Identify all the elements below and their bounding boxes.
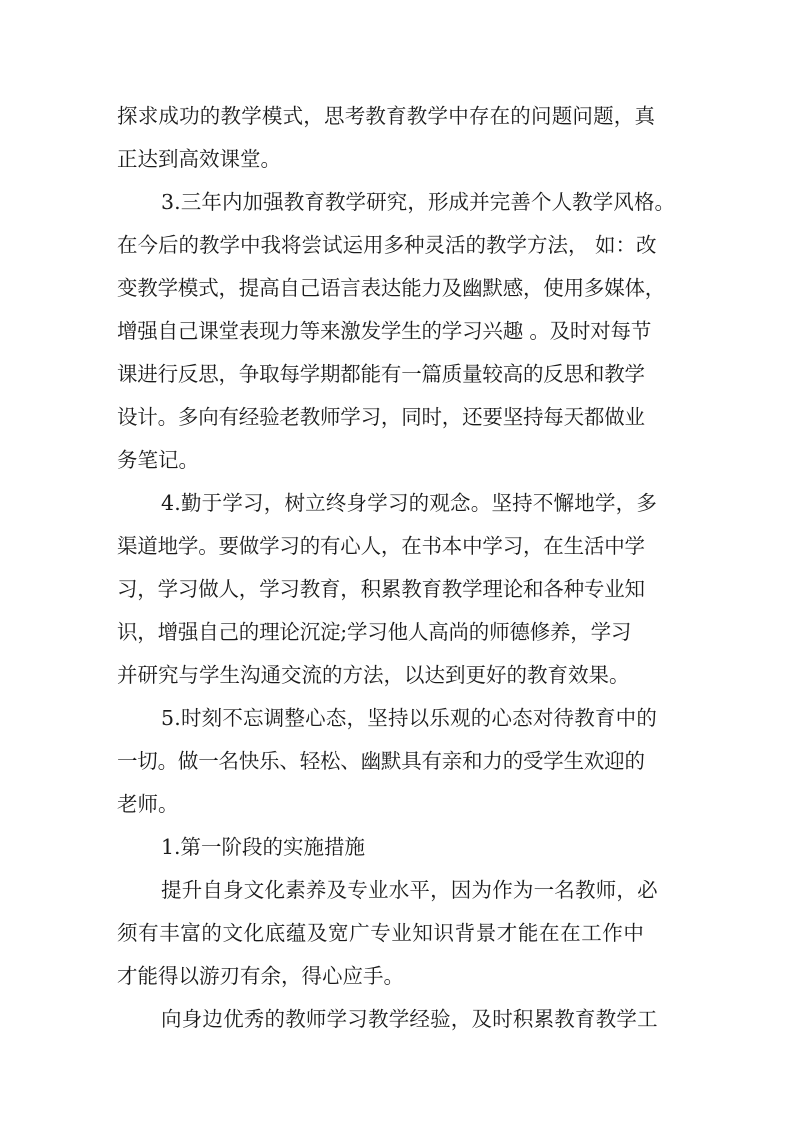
text-line: 向身边优秀的教师学习教学经验，及时积累教育教学工 bbox=[161, 1007, 658, 1031]
text-line: 增强自己课堂表现力等来激发学生的学习兴趣 。及时对每节 bbox=[117, 319, 652, 343]
text-line: 5.时刻不忘调整心态，坚持以乐观的心态对待教育中的 bbox=[161, 706, 658, 730]
text-line: 务笔记。 bbox=[117, 448, 199, 472]
text-line: 3.三年内加强教育教学研究，形成并完善个人教学风格。 bbox=[161, 190, 676, 214]
text-line: 设计。多向有经验老教师学习，同时，还要坚持每天都做业 bbox=[117, 405, 645, 429]
text-line: 习，学习做人，学习教育，积累教育教学理论和各种专业知 bbox=[117, 577, 645, 601]
text-line: 在今后的教学中我将尝试运用多种灵活的教学方法， 如：改 bbox=[117, 233, 657, 257]
text-line: 识，增强自己的理论沉淀;学习他人高尚的师德修养，学习 bbox=[117, 620, 632, 644]
text-line: 才能得以游刃有余，得心应手。 bbox=[117, 964, 404, 988]
section-heading: 1.第一阶段的实施措施 bbox=[161, 835, 366, 859]
text-line: 并研究与学生沟通交流的方法，以达到更好的教育效果。 bbox=[117, 663, 630, 687]
text-line: 探求成功的教学模式，思考教育教学中存在的问题问题，真 bbox=[117, 104, 656, 128]
text-line: 课进行反思，争取每学期都能有一篇质量较高的反思和教学 bbox=[117, 362, 645, 386]
text-line: 正达到高效课堂。 bbox=[117, 147, 281, 171]
text-line: 一切。做一名快乐、轻松、幽默具有亲和力的受学生欢迎的 bbox=[117, 749, 645, 773]
text-line: 渠道地学。要做学习的有心人，在书本中学习，在生活中学 bbox=[117, 534, 645, 558]
text-line: 提升自身文化素养及专业水平，因为作为一名教师，必 bbox=[161, 878, 658, 902]
text-line: 老师。 bbox=[117, 792, 179, 816]
text-line: 须有丰富的文化底蕴及宽广专业知识背景才能在在工作中 bbox=[117, 921, 645, 945]
text-line: 变教学模式，提高自己语言表达能力及幽默感，使用多媒体， bbox=[117, 276, 666, 300]
text-line: 4.勤于学习，树立终身学习的观念。坚持不懈地学，多 bbox=[161, 491, 658, 515]
